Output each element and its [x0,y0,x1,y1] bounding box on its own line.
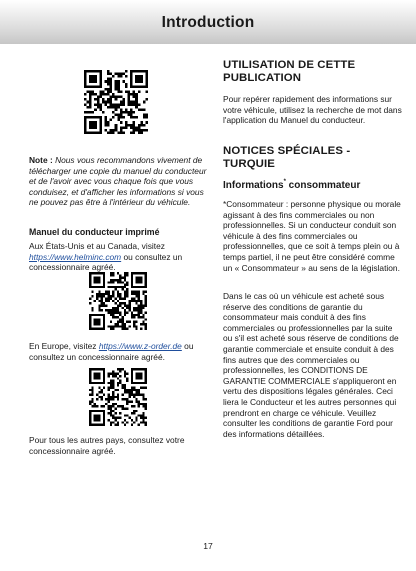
consumer-info-heading [223,180,405,191]
us-text-before: Aux États-Unis et au Canada, visitez [29,241,165,251]
consumer-definition: *Consommateur : personne physique ou morale agissant à des fins commerciales ou non professionnelles. Si un conducteur conduit son véhicule à des fins commerciales ou professionnelles, que ce soit à temps plein ou à temps partiel, il ne peut être considéré comme un « Consommateur » au sens de la législation. [223,199,401,273]
qr-code-helminc[interactable] [89,272,147,330]
qr-code-manual-download[interactable] [84,70,148,134]
consumer-warranty-paragraph: Dans le cas où un véhicule est acheté sous réserve des conditions de garantie du consommateur mais conduit à des fins commerciales ou professionnelles par la suite ou s'il est acheté sous réserve de conditions de garantie commerciale et ensuite conduit à des fins autres que des commerciales ou professionnelles, les CONDITIONS DE GARANTIE COMMERCIALE s'appliqueront en vertu des dispositions légales générales. Ceci liera le Conducteur et les autres personnes qui prendront en charge ce véhicule. Veuillez consulter les conditions de garantie Ford pour des informations détaillées. [223,291,399,439]
download-note [29,155,207,208]
eu-text-before: En Europe, visitez [29,341,99,351]
page-title: Introduction [161,14,255,31]
qr-code-z-order[interactable] [89,368,147,426]
special-notices-heading: NOTICES SPÉCIALES - TURQUIE [223,145,351,170]
note-label: Note : [29,155,53,165]
helminc-link[interactable]: https://www.helminc.com [29,251,122,262]
z-order-link[interactable]: https://www.z-order.de [98,341,182,351]
page-header [0,0,416,44]
eu-text-after: ou consultez un concessionnaire agréé. [29,341,194,362]
consumer-heading-asterisk: * [283,179,286,185]
consumer-heading-text: Informations [223,180,284,191]
us-canada-paragraph [29,241,209,273]
note-text: Nous vous recommandons vivement de télécharger une copie du manuel du conducteur et de l'avoir avec vous chaque fois que vous conduisez, et d'afficher les informations si vous ne pouvez pas être à l'intérieur du véhicule. [29,155,207,208]
usage-paragraph: Pour repérer rapidement des informations sur votre véhicule, utilisez la recherche de mot dans l'application du Manuel du conducteur. [223,94,402,126]
printed-manual-heading: Manuel du conducteur imprimé [29,227,160,237]
europe-paragraph [29,341,211,362]
page-number: 17 [203,541,213,551]
other-countries-paragraph: Pour tous les autres pays, consultez votre concessionnaire agréé. [29,435,185,456]
us-text-after: ou consultez un concessionnaire agréé. [29,251,183,273]
consumer-heading-after: consommateur [285,180,361,191]
usage-heading: UTILISATION DE CETTE PUBLICATION [223,59,356,84]
